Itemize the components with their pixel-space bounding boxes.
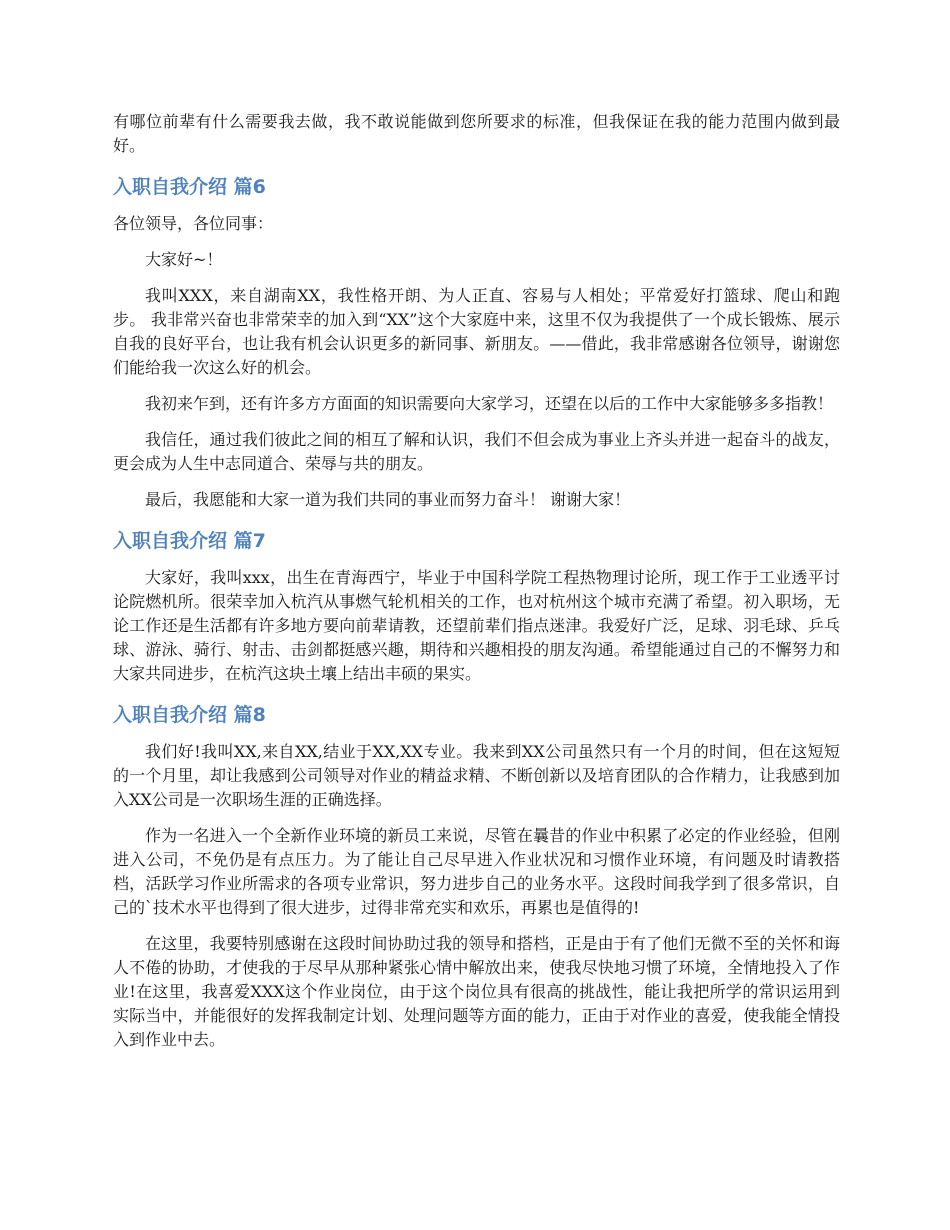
section-heading-6: 入职自我介绍 篇6 — [113, 176, 266, 198]
salutation: 各位领导，各位同事： — [113, 214, 274, 233]
document-page — [113, 110, 840, 1064]
paragraph: 在这里，我要特别感谢在这段时间协助过我的领导和搭档，正是由于有了他们无微不至的关怀和诲人不倦的协助，才使我的于尽早从那种紧张心情中解放出来，使我尽快地习惯了环境，全情地投入了作业!在这里，我喜爱XXX这个作业岗位，由于这个岗位具有很高的挑战性，能让我把所学的常识运用到实际当中，并能很好的发挥我制定计划、处理问题等方面的能力，正由于对作业的喜爱，使我能全情投入到作业中去。 — [113, 934, 840, 1049]
paragraph: 我初来乍到，还有许多方方面面的知识需要向大家学习，还望在以后的工作中大家能够多多指教！ — [145, 394, 834, 413]
section-heading-8: 入职自我介绍 篇8 — [113, 704, 266, 726]
paragraph: 我叫XXX，来自湖南XX，我性格开朗、为人正直、容易与人相处；平常爱好打篮球、爬山和跑步。 我非常兴奋也非常荣幸的加入到“XX”这个大家庭中来，这里不仅为我提供了一个成长锻炼、展示自我的良好平台，也让我有机会认识更多的新同事、新朋友。——借此，我非常感谢各位领导，谢谢您们能给我一次这么好的机会。 — [113, 286, 840, 377]
paragraph: 作为一名进入一个全新作业环境的新员工来说，尽管在曩昔的作业中积累了必定的作业经验，但刚进入公司，不免仍是有点压力。为了能让自己尽早进入作业状况和习惯作业环境，有问题及时请教搭档，活跃学习作业所需求的各项专业常识，努力进步自己的业务水平。这段时间我学到了很多常识，自己的`技术水平也得到了很大进步，过得非常充实和欢乐，再累也是值得的! — [113, 826, 840, 917]
paragraph: 最后，我愿能和大家一道为我们共同的事业而努力奋斗！ 谢谢大家！ — [145, 490, 631, 509]
section-heading-7: 入职自我介绍 篇7 — [113, 530, 266, 552]
continuation-paragraph: 有哪位前辈有什么需要我去做，我不敢说能做到您所要求的标准，但我保证在我的能力范围内做到最好。 — [113, 112, 840, 155]
paragraph: 我们好!我叫XX,来自XX,结业于XX,XX专业。我来到XX公司虽然只有一个月的时间，但在这短短的一个月里，却让我感到公司领导对作业的精益求精、不断创新以及培育团队的合作精力，让我感到加入XX公司是一次职场生涯的正确选择。 — [113, 742, 840, 809]
paragraph: 我信任，通过我们彼此之间的相互了解和认识，我们不但会成为事业上齐头并进一起奋斗的战友，更会成为人生中志同道合、荣辱与共的朋友。 — [113, 430, 840, 473]
paragraph: 大家好，我叫xxx，出生在青海西宁，毕业于中国科学院工程热物理讨论所，现工作于工业透平讨论院燃机所。很荣幸加入杭汽从事燃气轮机相关的工作，也对杭州这个城市充满了希望。初入职场，无论工作还是生活都有许多地方要向前辈请教，还望前辈们指点迷津。我爱好广泛，足球、羽毛球、乒乓球、游泳、骑行、射击、击剑都挺感兴趣，期待和兴趣相投的朋友沟通。希望能通过自己的不懈努力和大家共同进步，在杭汽这块土壤上结出丰硕的果实。 — [113, 568, 840, 683]
paragraph: 大家好~！ — [145, 250, 223, 269]
